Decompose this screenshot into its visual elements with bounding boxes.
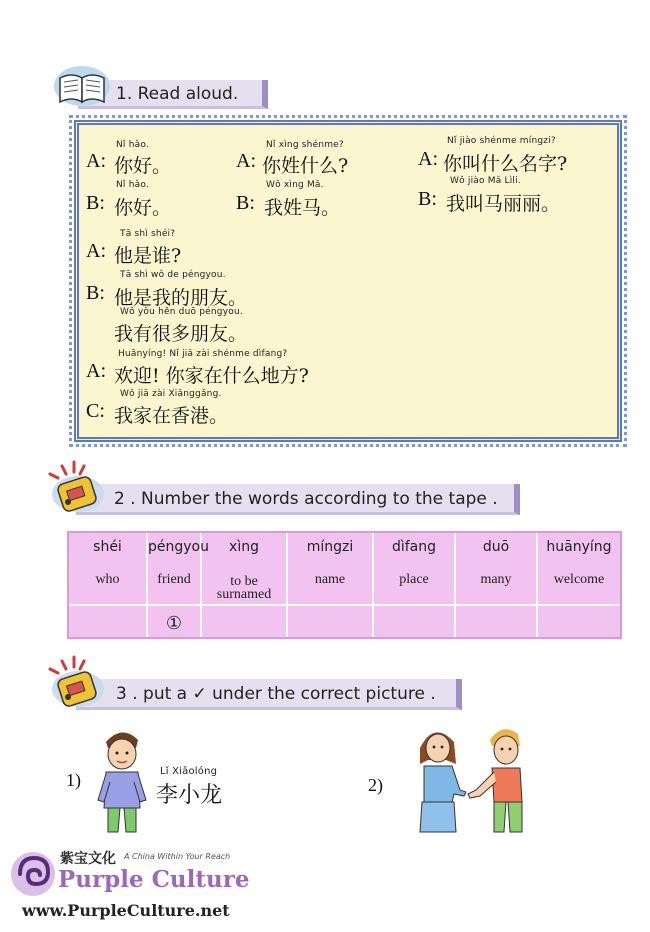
purple-culture-logo-icon: [8, 846, 58, 902]
pinyin-line: Wǒ jiā zài Xiānggǎng.: [120, 389, 222, 399]
table-divider: [69, 604, 620, 606]
watermark-chinese: 紫宝文化: [60, 851, 116, 867]
pinyin-line: Huānyíng! Nǐ jiā zài shénme dìfang?: [118, 349, 288, 359]
speaker-label: B:: [86, 282, 105, 304]
pinyin-line: Wǒ yǒu hěn duō péngyou.: [120, 307, 243, 317]
section3-title: 3 . put a ✓ under the correct picture .: [116, 684, 436, 704]
vocabulary-table: [67, 531, 622, 639]
dialogue-line: 我家在香港。: [114, 405, 229, 427]
pinyin-line: Wǒ xìng Mǎ.: [266, 180, 324, 190]
dialogue-line: 你好。: [114, 155, 172, 177]
column-pinyin: míngzi: [306, 539, 354, 555]
dialogue-line: 他是谁?: [114, 245, 182, 267]
column-english: to be surnamed: [216, 574, 272, 602]
speaker-label: B:: [236, 192, 255, 214]
cassette-player-icon: [44, 460, 108, 516]
table-column: [374, 533, 456, 637]
dialogue-line: 你好。: [114, 197, 172, 219]
table-column: [456, 533, 538, 637]
cassette-player-icon: [44, 655, 108, 711]
pinyin-line: Tā shì wǒ de péngyou.: [120, 270, 226, 280]
pinyin-line: Nǐ jiào shénme míngzi?: [447, 136, 556, 146]
pinyin-line: Wǒ jiào Mǎ Lìli.: [450, 176, 521, 186]
speaker-label: B:: [86, 192, 105, 214]
dialogue-line: 你叫什么名字?: [443, 153, 568, 175]
watermark-url: www.PurpleCulture.net: [22, 901, 230, 920]
item-label: 2): [368, 775, 383, 795]
speaker-label: A:: [418, 148, 438, 170]
pinyin-line: Nǐ hǎo.: [116, 180, 149, 190]
table-column: [69, 533, 148, 637]
open-book-icon: [52, 64, 112, 108]
column-english: many: [480, 572, 512, 587]
pinyin-line: Nǐ xìng shénme?: [266, 140, 344, 150]
dialogue-line: 欢迎! 你家在什么地方?: [114, 365, 309, 387]
table-column: [202, 533, 288, 637]
item-label: 1): [66, 770, 81, 790]
pinyin-line: Nǐ hǎo.: [116, 140, 149, 150]
speaker-label: A:: [236, 150, 256, 172]
column-pinyin: péngyou: [148, 539, 209, 555]
column-pinyin: duō: [482, 539, 510, 555]
name-hanzi: 李小龙: [156, 783, 223, 808]
column-pinyin: dìfang: [391, 539, 437, 555]
column-english: who: [95, 572, 120, 587]
greeting-couple-illustration: [410, 720, 540, 835]
column-english: name: [314, 572, 346, 587]
column-pinyin: huānyíng: [546, 539, 612, 555]
dialogue-line: 我有很多朋友。: [114, 323, 248, 345]
answer-cell[interactable]: ①: [165, 613, 183, 634]
speaker-label: A:: [86, 240, 106, 262]
column-pinyin: xìng: [229, 539, 259, 555]
column-english: friend: [157, 572, 191, 587]
watermark-tagline: A China Within Your Reach: [124, 852, 231, 861]
pinyin-line: Tā shì shéi?: [120, 229, 176, 239]
name-pinyin: Lǐ Xiǎolóng: [160, 766, 218, 777]
speaker-label: A:: [86, 150, 106, 172]
column-english: welcome: [553, 572, 605, 587]
dialogue-line: 他是我的朋友。: [114, 287, 248, 309]
table-column: [148, 533, 209, 637]
column-pinyin: shéi: [93, 539, 122, 555]
dialogue-line: 你姓什么?: [262, 155, 349, 177]
speaker-label: B:: [418, 188, 437, 210]
watermark-name: Purple Culture: [58, 866, 250, 893]
table-column: [288, 533, 374, 637]
section2-title: 2 . Number the words according to the tape .: [114, 489, 498, 509]
table-column: [538, 533, 620, 637]
speaker-label: A:: [86, 360, 106, 382]
column-english: place: [399, 572, 429, 587]
section1-title: 1. Read aloud.: [116, 84, 239, 104]
boy-illustration: [92, 724, 152, 834]
speaker-label: C:: [86, 400, 105, 422]
dialogue-line: 我叫马丽丽。: [446, 193, 561, 215]
dialogue-line: 我姓马。: [264, 197, 341, 219]
